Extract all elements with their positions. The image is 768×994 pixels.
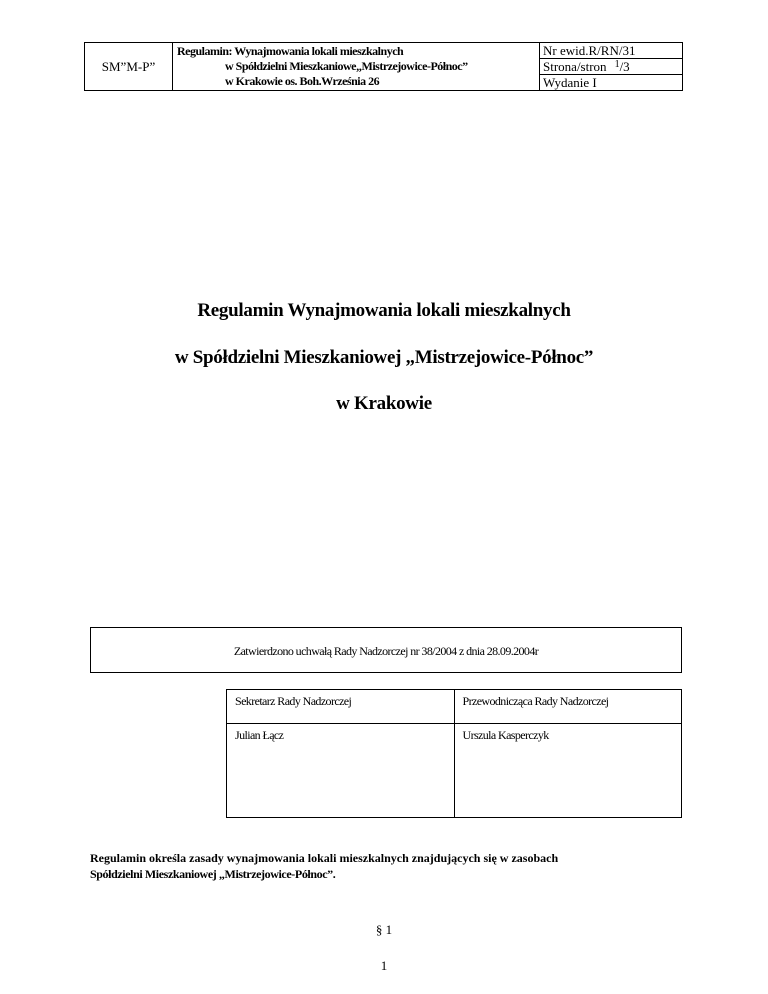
header-title-line-3: w Krakowie os. Boh.Września 26 [225, 74, 380, 88]
intro-line-2: Spółdzielni Mieszkaniowej „Mistrzejowice-Północ”. [90, 867, 336, 881]
org-code: SM”M-P” [85, 43, 173, 91]
section-marker: § 1 [375, 922, 393, 937]
edition: Wydanie I [543, 75, 597, 90]
intro-line-1: Regulamin określa zasady wynajmowania lokali mieszkalnych znajdujących się w zasobach [90, 851, 559, 865]
header-title-line-2: w Spółdzielni Mieszkaniowe„Mistrzejowice-Północ” [225, 59, 468, 73]
page-current: 1 [614, 59, 620, 70]
header-meta [540, 43, 683, 91]
document-title-line-3: w Krakowie [336, 393, 432, 414]
page-total: /3 [619, 59, 630, 74]
signature-table [226, 689, 682, 818]
page-number: 1 [380, 958, 388, 973]
chairwoman-role: Przewodnicząca Rady Nadzorczej [454, 690, 682, 724]
secretary-name: Julian Łącz [227, 724, 455, 818]
document-title-line-2: w Spółdzielni Mieszkaniowej „Mistrzejowice-Północ” [174, 347, 594, 368]
document-header [84, 42, 683, 91]
approval-box: Zatwierdzono uchwałą Rady Nadzorczej nr 38/2004 z dnia 28.09.2004r [90, 627, 682, 673]
page-label: Strona/stron [543, 59, 607, 74]
intro-paragraph [90, 850, 690, 882]
header-title-line-1: Regulamin: Wynajmowania lokali mieszkalnych [177, 44, 404, 58]
registry-number: Nr ewid.R/RN/31 [540, 43, 682, 59]
header-title [173, 43, 540, 91]
chairwoman-name: Urszula Kasperczyk [454, 724, 682, 818]
secretary-role: Sekretarz Rady Nadzorczej [227, 690, 455, 724]
document-title-line-1: Regulamin Wynajmowania lokali mieszkalnych [197, 300, 571, 321]
page-indicator [540, 59, 682, 75]
